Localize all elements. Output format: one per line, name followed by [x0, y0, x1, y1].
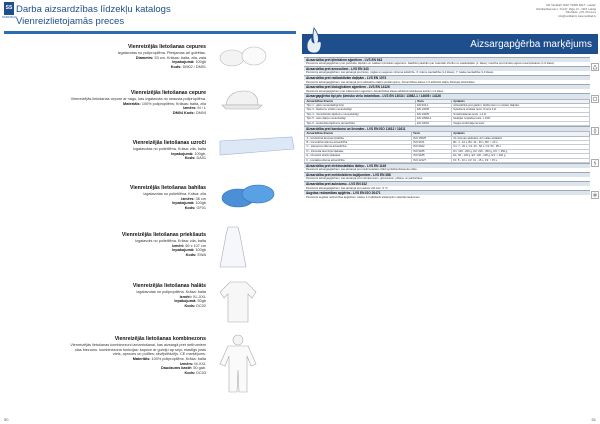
- product-spec-line: Kods: DM02 / DM01: [170, 64, 206, 69]
- product-block: [4, 232, 206, 258]
- product-spec-line: viets, aproces un potītes; rāvējslēdzējs. CE marķējums.: [112, 352, 206, 357]
- table-cell: E1: 60 - 120 g, E2: 120 - 200 g, E3: > 200 g: [451, 154, 589, 158]
- table-row: [305, 158, 590, 162]
- product-spec-line: Kods: DC02: [184, 303, 206, 308]
- product-spec-line: Kods: DA01: [184, 156, 206, 161]
- product-name: Vienreizējās lietošanas bahilas: [129, 185, 206, 191]
- section-title: Vienreizlietojamās preces: [16, 16, 125, 27]
- standard-heading: Aizsardzība pret bioloģiskiem aģentiem - LVS EN 14126: [304, 84, 590, 89]
- table-cell: C1: 7 - 20 s, C2: 20 - 50 s, C3: 50 - 95 s: [451, 145, 589, 149]
- table-cell: Tips 1 - gāzu necaurlaidīgi tērpi: [305, 103, 416, 107]
- table-cell: ISO 9185: [411, 154, 451, 158]
- table-cell: EN 14605: [415, 112, 451, 116]
- standard-heading: Aizsardzība pret elektrostatisko lādiņu - LVS EN 1149: [304, 163, 590, 168]
- product-spec-line: Izgatavotas no polietilēna. Krāsa: zila: [143, 192, 206, 197]
- standard-heading: Augstas redzamības apģērbs - LVS EN ISO 20471: [304, 190, 590, 195]
- page-number-left: 50: [4, 417, 9, 422]
- standard-heading: Aizsardzība pret mehāniskiem bojājumiem - LVS EN 388: [304, 172, 590, 177]
- product-block: [4, 140, 206, 161]
- table-cell: Viegla smidzinājuma tests: [451, 121, 589, 125]
- table-cell: F1: 5 - 10 s, F2: 10 - 15 s, F3: > 15 s: [451, 158, 589, 162]
- product-spec-line: Iepakojumā: 50gb: [174, 299, 206, 304]
- catalog-title: Darba aizsardzības līdzekļu katalogs: [16, 4, 171, 15]
- product-spec-line: Diametrs: 53 cm. Krāsas: balta, zila, zaļa: [135, 55, 206, 60]
- standard-description: Piemērots aizsargapģērbam, kas aizsargā pret radioaktīvu daļiņu piesārņojumu. Aizsardzības klases 1-5 atbilstoši daļiņu filtrācijas efektivitātei.: [306, 80, 476, 84]
- product-name: Vienreizējās lietošanas kombinezons: [114, 336, 206, 342]
- cold-protection-icon: [591, 186, 599, 194]
- table-cell: C - starojuma siltuma aizsardzība: [305, 145, 412, 149]
- lab-coat-icon: [218, 280, 258, 324]
- product-spec-line: Vienreizējās lietošanas cepure ar nagu, kas izgatavota no neausta polipropilēna.: [70, 97, 206, 102]
- product-spec-line: DM04 Kods: DM04: [172, 110, 206, 115]
- table-cell: Tips 5 - cieto daļiņu necaurlaidīgi: [305, 117, 416, 121]
- shoe-cover-icon: [218, 180, 278, 210]
- table-cell: ISO 6942: [411, 145, 451, 149]
- product-spec-line: ņlas biezumu. kombinezona funkcijas: kapuce ar gumiju ap seju; elastīgs josts: [74, 347, 206, 352]
- side-icons: [590, 58, 600, 218]
- table-caption: Aizsargapģērba tipi pēc ķīmisko vielu iedarbības - LVS EN 13034 / 13982-1 / 14605 / 14126: [304, 93, 590, 98]
- chemical-hazard-icon: [591, 58, 599, 66]
- product-spec-line: Vienreizējās lietošanas kombinezoni izmantošanai, kas aizsargā pret netīrumiem: [70, 343, 206, 348]
- standard-description: Piemērots aizsargapģērbam, kas aizsargā pret elektrostatisko izlādi sprādzienbīstamās vidēs.: [306, 168, 418, 172]
- product-name: Vienreizējās lietošanas priekšauts: [121, 232, 206, 238]
- sleeve-icon: [218, 135, 296, 159]
- contact-line: Tālr./fakss: +371 67xxxxxx: [565, 11, 596, 14]
- table-cell: ISO 9185: [411, 149, 451, 153]
- table-row: [305, 121, 590, 125]
- table-cell: EN 13034: [415, 121, 451, 125]
- antistatic-icon: [591, 154, 599, 162]
- table-header-cell: Apraksts: [451, 132, 589, 136]
- table-cell: F - kontakta siltuma aizsardzība: [305, 158, 412, 162]
- table-cell: A1 virsmas aizdedze, A2 malas aizdedze: [451, 136, 589, 140]
- table-cell: Iekšējās noplūdes tests, ≤ 15%: [451, 117, 589, 121]
- product-spec-line: Izgatavotas no polipropilēna. Krāsa: balta: [136, 290, 206, 295]
- table-cell: B1: 4 - 10 s, B2: 10 - 20 s, B3: > 20 s: [451, 140, 589, 144]
- table-cell: Tips 3 - šķidrumu strūklu necaurlaidīgi: [305, 108, 416, 112]
- product-spec-line: Iepakojumā: 100gb: [172, 60, 206, 65]
- spec-table: [304, 99, 590, 126]
- standard-description: Piemērots aizsargapģērbam, kas aizsargā pret aukstu vidi zem -5 °C.: [306, 186, 389, 190]
- product-block: [4, 90, 206, 116]
- spec-table: [304, 131, 590, 163]
- standard-description: Piemērots aizsargapģērbam pret gāzveida, šķidrām un tvaikiem ķīmiskiem aģentiem. Jāatbilst prasībām par materiālu izturību un sastāvdaļām (1. klase); noturība pret ķīmisku aģentu caurspiešanos (1-6 klase).: [306, 62, 555, 66]
- product-spec-line: Izmērs: M-XXL: [180, 361, 206, 366]
- product-spec-line: Izmērs: M / L: [183, 106, 206, 111]
- standard-heading: Aizsardzība pret aukstumu - LVS EN 342: [304, 181, 590, 186]
- contact-block: [486, 4, 596, 18]
- table-cell: EN 943-1: [415, 103, 451, 107]
- table-cell: ISO 15025: [411, 136, 451, 140]
- table-cell: EN 14605: [415, 108, 451, 112]
- product-spec-line: Izgatavots no polietilēna. Krāsa: zila, balta: [135, 239, 206, 244]
- table-cell: E - izkusuša dzelzs šļakatas: [305, 154, 412, 158]
- table-cell: Spiediena strūklas tests, izmērs 4 kl.: [451, 108, 589, 112]
- page-number-right: 51: [591, 417, 596, 422]
- contact-line: info@nordbalt.lv www.nordbalt.lv: [558, 14, 596, 18]
- product-block: [4, 336, 206, 375]
- product-block: [4, 185, 206, 211]
- table-header-cell: Aizsardzības līmenis: [305, 99, 416, 103]
- standard-description: Piemērots aizsargapģērbam pret infekcioziem aģentiem. Aizsardzības klases atbilstoši iekļūšanas testiem 1-6 klase.: [306, 89, 444, 93]
- header-rule: [4, 31, 296, 34]
- product-spec-line: Iepakojumā: 100gb: [172, 201, 206, 206]
- table-cell: B - konvektīvā siltuma aizsardzība: [305, 140, 412, 144]
- table-cell: Tips 4 - izsmidzinātu šķidrumu necaurlaidīgi: [305, 112, 416, 116]
- standard-description: Piemērots aizsargapģērbam, kas aizsargā pret nobrāzumiem, griezumiem, plīšanu un pārduršanu.: [306, 177, 423, 181]
- table-cell: Tips 6 - ierobežota šķidrumu aizsardzība: [305, 121, 416, 125]
- table-header-cell: Tests: [415, 99, 451, 103]
- table-caption: Aizsardzība pret karstumu un liesmām - LVS EN ISO 11612 / 11611: [304, 126, 590, 131]
- logo-subtitle: NORD BALT: [2, 16, 17, 19]
- contact-line: SIA "Nordbalt" Rīdzi "NORD BALT - Latvija": [545, 4, 596, 7]
- table-cell: D1: 100 - 200 g, D2: 200 - 350 g, D3: > 350 g: [451, 149, 589, 153]
- company-logo: SS: [4, 2, 14, 15]
- table-cell: D - izkusuša alumīnija šļakatas: [305, 149, 412, 153]
- table-cell: Aizsardzība pret gāzēm, šķidrumiem un cietām daļiņām: [451, 103, 589, 107]
- table-header-cell: Aizsardzības līmenis: [305, 132, 412, 136]
- product-spec-line: Izmērs: 36 cm: [181, 196, 206, 201]
- product-spec-line: Materiāls: 100% polipropilēns. Krāsa: balta: [132, 356, 206, 361]
- table-cell: Smidzināšanas tests, 1-4 kl.: [451, 112, 589, 116]
- product-spec-line: Izgatavotas no polipropilēna. Pieejamas arī gofrētas.: [117, 51, 206, 56]
- visor-cap-icon: [218, 85, 268, 115]
- table-cell: A - ierobežota liesmas izplatība: [305, 136, 412, 140]
- standard-description: Piemērots aizsargapģērbam, kas aizsargā pret lietus, miglas un augsnes mitruma iedarbību. X: ūdens caurlaidība (1-3 klase), Y: tvaika caurlaidība (1-3 klase).: [306, 71, 495, 75]
- product-spec-line: Izmēri: XL-XXL: [179, 294, 206, 299]
- product-name: Vienreizējās lietošanas cepure: [130, 90, 206, 96]
- product-block: [4, 44, 206, 70]
- standard-heading: Aizsardzība pret aerosoliem - LVS EN 343: [304, 66, 590, 71]
- standard-heading: Aizsardzība pret ķīmiskiem aģentiem - LVS EN 943: [304, 57, 590, 62]
- coverall-icon: [218, 334, 258, 394]
- product-spec-line: Daudzums kastē: 50 gab.: [161, 366, 206, 371]
- table-cell: ISO 9151: [411, 140, 451, 144]
- product-spec-line: Izmēri: 69 x 107 cm: [172, 243, 206, 248]
- product-spec-line: Iepakojumā: 100gb.: [171, 151, 206, 156]
- right-page: [300, 0, 600, 424]
- contact-line: Dārzkopības iela 1, "Kunči", Rīga, LV - 1015, Latvija: [536, 7, 596, 11]
- standard-heading: Aizsardzība pret radioaktīvām daļiņām - LVS EN 1073: [304, 75, 590, 80]
- product-spec-line: Materiāls: 100% polipropilēns; Krāsas: balta, zila: [123, 101, 206, 106]
- apron-icon: [218, 225, 248, 269]
- table-header-cell: Tests: [411, 132, 451, 136]
- product-name: Vienreizējās lietošanas uzroči: [132, 140, 206, 146]
- heat-protection-icon: [591, 122, 599, 130]
- product-spec-line: Kods: EWA: [185, 252, 206, 257]
- product-spec-line: Iepakojumā: 100gb: [172, 248, 206, 253]
- flame-icon: [304, 26, 324, 54]
- product-name: Vienreizējās lietošanas halāts: [132, 283, 206, 289]
- table-cell: ISO 12127: [411, 158, 451, 162]
- product-name: Vienreizējās lietošanas cepures: [127, 44, 206, 50]
- table-header-cell: Apraksts: [451, 99, 589, 103]
- product-spec-line: Kods: DC03: [184, 370, 206, 375]
- biohazard-icon: [591, 90, 599, 98]
- standard-description: Piemērots augstas redzamības apģērbam, klases 1-3 atbilstoši atstarojošo materiālu laukumam.: [306, 195, 421, 199]
- product-spec-line: Izgatavotas no polietilēna. Krāsa: zila, balta: [132, 147, 206, 152]
- marking-title: Aizsargapģērba marķējums: [470, 39, 592, 50]
- product-block: [4, 283, 206, 309]
- bouffant-cap-icon: [218, 40, 268, 70]
- marking-content: [304, 57, 590, 199]
- product-spec-line: Kods: GF01: [184, 205, 206, 210]
- table-cell: EN 13982-1: [415, 117, 451, 121]
